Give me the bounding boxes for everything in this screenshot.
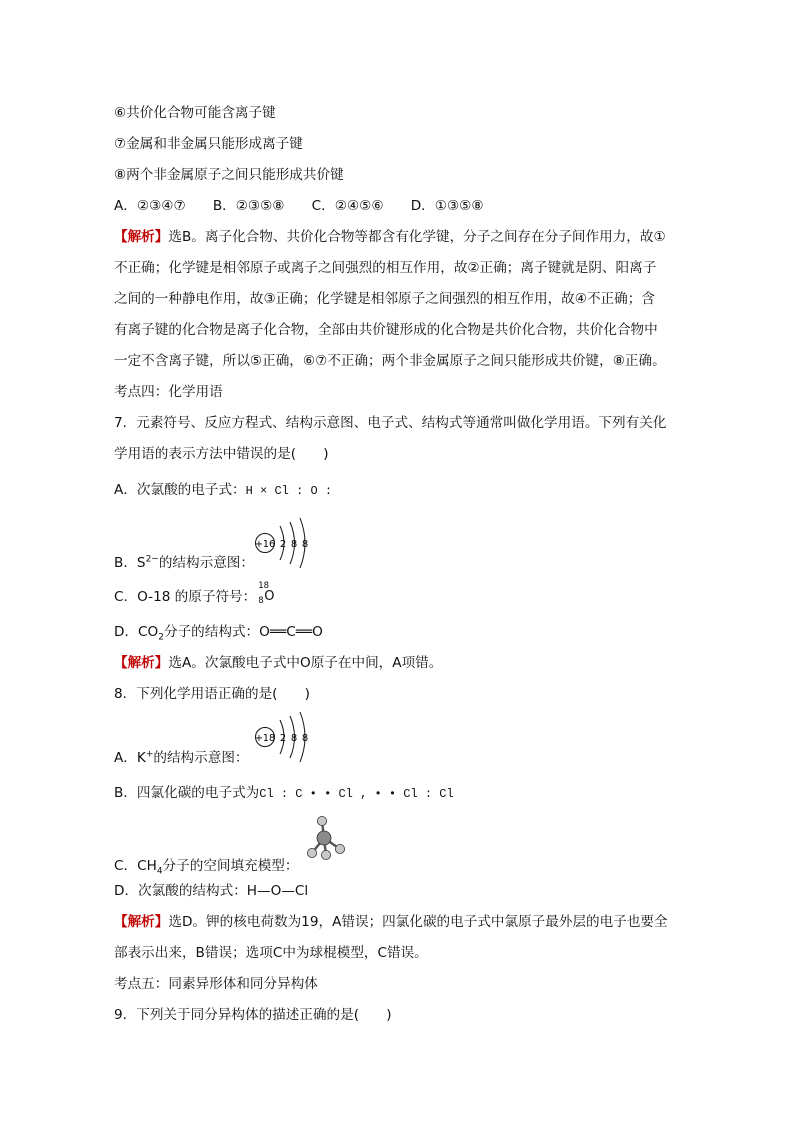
q7-option-b-label: B．S bbox=[114, 555, 146, 571]
q7-stem-line1: 7．元素符号、反应方程式、结构示意图、电子式、结构式等通常叫做化学用语。下列有关化 bbox=[114, 415, 667, 431]
section-heading-5: 考点五：同素异形体和同分异构体 bbox=[114, 976, 318, 992]
statement-8: ⑧两个非金属原子之间只能形成共价键 bbox=[114, 167, 344, 183]
q6-explanation-line2: 不正确；化学键是相邻原子或离子之间强烈的相互作用，故②正确；离子键就是阴、阳离子 bbox=[114, 260, 657, 276]
charge-superscript: + bbox=[145, 749, 154, 760]
q7-option-c bbox=[114, 581, 278, 607]
q8-stem: 8．下列化学用语正确的是( ) bbox=[114, 686, 310, 702]
statement-6: ⑥共价化合物可能含离子键 bbox=[114, 105, 276, 121]
q6-explanation-line1 bbox=[114, 227, 666, 247]
q7-option-d-text: 分子的结构式：O══C══O bbox=[164, 624, 323, 640]
q8-option-b-label: B．四氯化碳的电子式为 bbox=[114, 785, 260, 801]
shell-electron-count: 8 bbox=[301, 733, 309, 744]
element-symbol: O bbox=[264, 589, 275, 604]
q9-stem: 9．下列关于同分异构体的描述正确的是( ) bbox=[114, 1007, 392, 1023]
explanation-tag: 【解析】 bbox=[114, 914, 169, 930]
carbon-atom bbox=[317, 831, 331, 845]
explanation-text: 选B。离子化合物、共价化合物等都含有化学键，分子之间存在分子间作用力，故① bbox=[168, 229, 666, 245]
s2-structure-diagram bbox=[252, 516, 322, 568]
hydrogen-atom bbox=[321, 850, 330, 859]
q6-explanation-line5: 一定不含离子键，所以⑤正确，⑥⑦不正确；两个非金属原子之间只能形成共价键，⑧正确。 bbox=[114, 353, 666, 369]
shell-electron-count: 8 bbox=[290, 733, 298, 744]
q8-explanation-line2: 部表示出来，B错误；选项C中为球棍模型，C错误。 bbox=[114, 945, 428, 961]
subscript: 4 bbox=[156, 866, 163, 877]
shell-electron-count: 2 bbox=[279, 539, 287, 550]
q7-stem-line2: 学用语的表示方法中错误的是( ) bbox=[114, 446, 329, 462]
q8-option-b bbox=[114, 783, 454, 804]
shell-electron-count: 2 bbox=[279, 733, 287, 744]
hydrogen-atom bbox=[307, 848, 316, 857]
q8-explanation-line1 bbox=[114, 912, 668, 932]
nucleus-charge: +16 bbox=[254, 539, 276, 550]
q7-option-b bbox=[114, 553, 254, 573]
q6-explanation-line3: 之间的一种静电作用，故③正确；化学键是相邻原子之间强烈的相互作用，故④不正确；含 bbox=[114, 291, 655, 307]
q8-option-c bbox=[114, 856, 298, 876]
ccl4-electron-formula: Cl : C • • Cl , • • Cl : Cl bbox=[259, 787, 454, 801]
statement-7: ⑦金属和非金属只能形成离子键 bbox=[114, 136, 303, 152]
atomic-number: 8 bbox=[258, 596, 264, 606]
ch4-ball-stick-model bbox=[302, 815, 354, 865]
charge-superscript: 2− bbox=[145, 554, 159, 565]
q7-option-a-label: A．次氯酸的电子式： bbox=[114, 482, 246, 498]
q8-option-c-text: 分子的空间填充模型： bbox=[162, 858, 299, 874]
explanation-text: 选D。钾的核电荷数为19，A错误；四氯化碳的电子式中氯原子最外层的电子也要全 bbox=[168, 914, 668, 930]
q7-explanation bbox=[114, 653, 442, 673]
section-heading-4: 考点四：化学用语 bbox=[114, 384, 223, 400]
explanation-text: 选A。次氯酸电子式中O原子在中间，A项错。 bbox=[168, 655, 443, 671]
q6-options: A．②③④⑦ B．②③⑤⑧ C．②④⑤⑥ D．①③⑤⑧ bbox=[114, 198, 484, 214]
q7-option-b-text: 的结构示意图： bbox=[158, 555, 254, 571]
q8-option-d: D．次氯酸的结构式：H—O—Cl bbox=[114, 883, 309, 899]
shell-electron-count: 8 bbox=[290, 539, 298, 550]
q8-option-a bbox=[114, 748, 249, 768]
k-ion-structure-diagram bbox=[252, 710, 322, 762]
hclo-electron-formula: H × Cl : O : bbox=[245, 484, 333, 498]
q6-explanation-line4: 有离子键的化合物是离子化合物，全部由共价键形成的化合物是共价化合物，共价化合物中 bbox=[114, 322, 658, 338]
hydrogen-atom bbox=[335, 844, 344, 853]
q7-option-a bbox=[114, 480, 332, 501]
hydrogen-atom bbox=[317, 816, 326, 825]
o18-nuclide-symbol bbox=[256, 581, 278, 607]
q7-option-c-label: C．O-18 的原子符号： bbox=[114, 589, 257, 605]
subscript: 2 bbox=[158, 632, 164, 643]
q7-option-d-label: D．CO bbox=[114, 624, 159, 640]
q8-option-a-text: 的结构示意图： bbox=[153, 750, 249, 766]
q7-option-d bbox=[114, 622, 323, 642]
nucleus-charge: +18 bbox=[254, 733, 276, 744]
shell-electron-count: 8 bbox=[301, 539, 309, 550]
explanation-tag: 【解析】 bbox=[114, 229, 169, 245]
q8-option-a-label: A．K bbox=[114, 750, 146, 766]
explanation-tag: 【解析】 bbox=[114, 655, 169, 671]
mass-number: 18 bbox=[258, 581, 270, 591]
q8-option-c-label: C．CH bbox=[114, 858, 157, 874]
